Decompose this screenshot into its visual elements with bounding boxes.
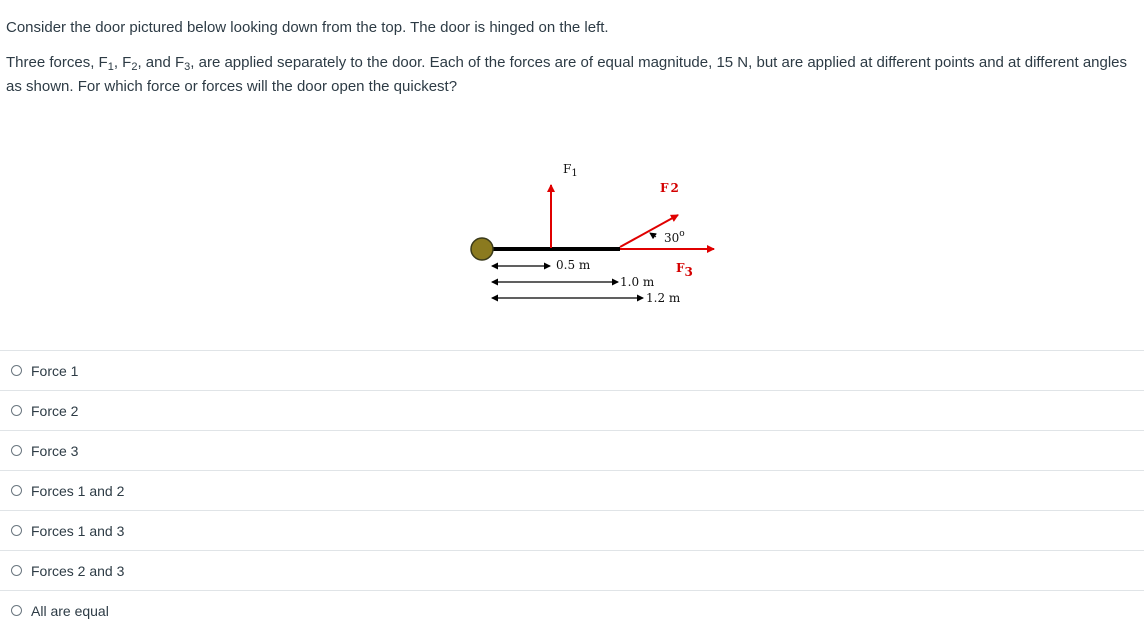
answer-label: Force 3 (31, 442, 79, 459)
door-diagram-svg (460, 155, 720, 315)
angle-arrow (650, 233, 656, 237)
question-text (6, 16, 1140, 110)
answer-label: Forces 2 and 3 (31, 562, 125, 579)
q-part-4: , and F (137, 54, 185, 71)
radio-button[interactable] (11, 565, 22, 576)
radio-button[interactable] (11, 525, 22, 536)
q-part-2: , F (113, 54, 132, 71)
radio-button[interactable] (11, 405, 22, 416)
f1-label: $F_1$ (563, 162, 578, 179)
answer-option-1[interactable] (0, 350, 1144, 390)
answer-label: Force 2 (31, 402, 79, 419)
answer-label: All are equal (31, 602, 109, 619)
answer-label: Forces 1 and 2 (31, 482, 125, 499)
answer-option-5[interactable] (0, 510, 1144, 550)
q-sub-3: 3 (184, 61, 191, 73)
q-sub-1: 1 (107, 61, 114, 73)
question-line-1: Consider the door pictured below looking down from the top. The door is hinged on the left. (6, 19, 609, 36)
answer-option-7[interactable] (0, 590, 1144, 630)
answer-option-6[interactable] (0, 550, 1144, 590)
answer-option-2[interactable] (0, 390, 1144, 430)
question-line-2 (6, 51, 1140, 99)
f3-label: F3 (676, 261, 693, 279)
f2-label: F 2 (660, 181, 679, 195)
answer-label: Forces 1 and 3 (31, 522, 125, 539)
answer-option-4[interactable] (0, 470, 1144, 510)
dim-0-5-label: 0.5 m (556, 258, 591, 272)
q-sub-2: 2 (131, 61, 138, 73)
q-part-0: Three forces, F (6, 54, 108, 71)
hinge-circle (471, 238, 493, 260)
angle-label: 30$^o$ (664, 229, 685, 245)
answer-option-3[interactable] (0, 430, 1144, 470)
dim-1-2-label: 1.2 m (646, 291, 681, 305)
door-diagram (460, 155, 720, 315)
q-part-6: , are applied separately to the door. Each of the forces are of equal magnitude, 15 N, but are applied at different points and at different angles as shown. For which force or forces will the door open the quickest? (6, 54, 1128, 95)
radio-button[interactable] (11, 445, 22, 456)
radio-button[interactable] (11, 365, 22, 376)
radio-button[interactable] (11, 605, 22, 616)
answer-label: Force 1 (31, 362, 79, 379)
radio-button[interactable] (11, 485, 22, 496)
answer-list (0, 350, 1144, 630)
dim-1-0-label: 1.0 m (620, 275, 655, 289)
